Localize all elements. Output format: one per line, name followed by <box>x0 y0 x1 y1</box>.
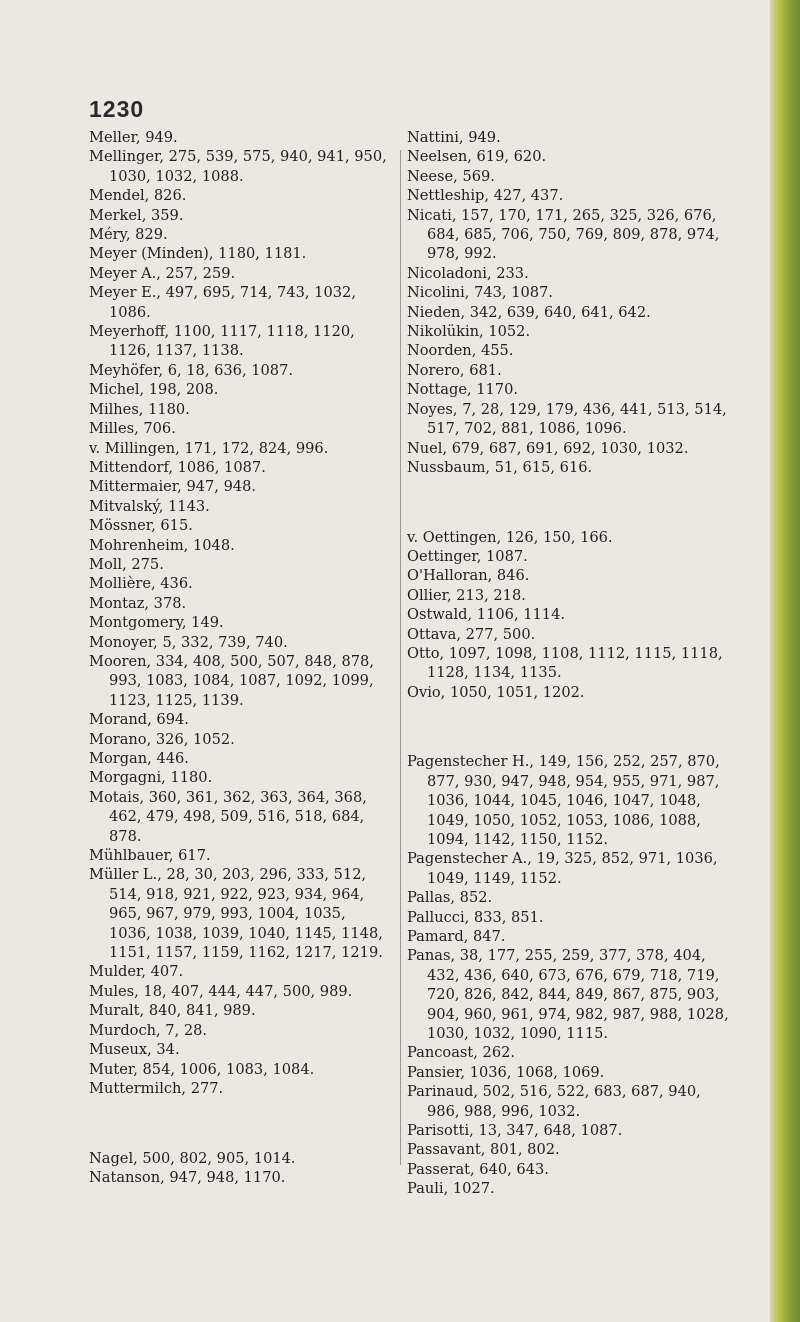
index-entry: Noyes, 7, 28, 129, 179, 436, 441, 513, 514, 517, 702, 881, 1086, 1096. <box>407 400 727 438</box>
page-number: 1230 <box>89 96 145 122</box>
index-entry: Mössner, 615. <box>89 517 193 535</box>
index-entry: Museux, 34. <box>89 1041 180 1059</box>
index-entry: Morand, 694. <box>89 711 189 729</box>
index-entry: v. Millingen, 171, 172, 824, 996. <box>89 439 329 457</box>
index-entry: Meller, 949. <box>89 129 178 146</box>
index-entry: Mulder, 407. <box>89 963 184 981</box>
index-entry: Noorden, 455. <box>407 342 514 360</box>
index-entry: Motais, 360, 361, 362, 363, 364, 368, 462, 479, 498, 509, 516, 518, 684, 878. <box>89 788 367 845</box>
index-entry: Nicoladoni, 233. <box>407 264 529 282</box>
index-entry: Morgagni, 1180. <box>89 769 213 787</box>
index-entry: Muttermilch, 277. <box>89 1079 224 1097</box>
index-entry: Nagel, 500, 802, 905, 1014. <box>89 1149 296 1167</box>
index-entry: Mühlbauer, 617. <box>89 847 211 865</box>
index-entry: Mooren, 334, 408, 500, 507, 848, 878, 993, 1083, 1084, 1087, 1092, 1099, 1123, 1125, 1139. <box>89 652 374 709</box>
index-entry: Nicati, 157, 170, 171, 265, 325, 326, 676, 684, 685, 706, 750, 769, 809, 878, 974, 978, 992. <box>407 206 720 263</box>
section-gap <box>89 1113 389 1134</box>
index-entry: Mules, 18, 407, 444, 447, 500, 989. <box>89 982 353 1000</box>
index-entry: v. Oettingen, 126, 150, 166. <box>407 528 613 546</box>
index-entry: Ottava, 277, 500. <box>407 625 536 643</box>
index-entry: Mollière, 436. <box>89 575 193 593</box>
index-entry: Mittermaier, 947, 948. <box>89 478 257 496</box>
index-entry: Meyer (Minden), 1180, 1181. <box>89 245 307 263</box>
index-entry: Monoyer, 5, 332, 739, 740. <box>89 633 288 651</box>
index-entry: Mittendorf, 1086, 1087. <box>89 458 266 476</box>
index-entry: Pallucci, 833, 851. <box>407 908 544 926</box>
index-entry: Pagenstecher H., 149, 156, 252, 257, 870, 877, 930, 947, 948, 954, 955, 971, 987, 1036, 1044, 1045, 1046, 1047, 1048, 1049, 1050, 1052, 1053, 1086, 1088, 1094, 1142, 1150, 1152. <box>407 753 720 848</box>
index-entry: Pamard, 847. <box>407 928 506 945</box>
index-entry: Passerat, 640, 643. <box>407 1160 549 1178</box>
index-entry: Milles, 706. <box>89 420 176 438</box>
index-entry: Méry, 829. <box>89 226 168 244</box>
index-entry: Muter, 854, 1006, 1083, 1084. <box>89 1060 315 1078</box>
index-entry: Panas, 38, 177, 255, 259, 377, 378, 404, 432, 436, 640, 673, 676, 679, 718, 719, 720, 826, 842, 844, 849, 867, 875, 903, 904, 960, 961, 974, 982, 987, 988, 1028, 1030, 1032, 1090, 1115. <box>407 947 729 1043</box>
index-entry: Meyer E., 497, 695, 714, 743, 1032, 1086. <box>89 284 356 321</box>
index-entry: Nettleship, 427, 437. <box>407 187 564 205</box>
index-entry: Mohrenheim, 1048. <box>89 536 235 554</box>
right-column <box>407 128 737 1199</box>
index-entry: Mitvalský, 1143. <box>89 497 210 515</box>
index-entry: Nottage, 1170. <box>407 381 519 399</box>
index-entry: Nikolükin, 1052. <box>407 323 531 341</box>
index-entry: Meyerhoff, 1100, 1117, 1118, 1120, 1126, 1137, 1138. <box>89 323 355 360</box>
index-entry: Ollier, 213, 218. <box>407 586 526 604</box>
index-entry: Natanson, 947, 948, 1170. <box>89 1168 286 1186</box>
index-entry: Pansier, 1036, 1068, 1069. <box>407 1063 605 1081</box>
index-entry: Murdoch, 7, 28. <box>89 1021 208 1039</box>
index-entry: Nattini, 949. <box>407 129 501 146</box>
index-entry: Nuel, 679, 687, 691, 692, 1030, 1032. <box>407 439 689 457</box>
index-entry: Meyhöfer, 6, 18, 636, 1087. <box>89 361 294 379</box>
section-gap <box>407 717 737 738</box>
index-entry: Pallas, 852. <box>407 889 493 907</box>
index-entry: Pagenstecher A., 19, 325, 852, 971, 1036, 1049, 1149, 1152. <box>407 850 718 887</box>
index-entry: Oettinger, 1087. <box>407 547 528 565</box>
index-entry: Neelsen, 619, 620. <box>407 148 547 166</box>
left-column <box>89 128 389 1187</box>
index-entry: Mellinger, 275, 539, 575, 940, 941, 950, 1030, 1032, 1088. <box>89 148 387 185</box>
index-entry: Müller L., 28, 30, 203, 296, 333, 512, 514, 918, 921, 922, 923, 934, 964, 965, 967, 979, 993, 1004, 1035, 1036, 1038, 1039, 1040, 1145, 1148, 1151, 1157, 1159, 1162, 1217, 1219. <box>89 866 383 962</box>
index-entry: Michel, 198, 208. <box>89 381 219 399</box>
index-entry: Ostwald, 1106, 1114. <box>407 606 565 624</box>
index-entry: Parinaud, 502, 516, 522, 683, 687, 940, 986, 988, 996, 1032. <box>407 1083 701 1120</box>
index-entry: Muralt, 840, 841, 989. <box>89 1002 256 1020</box>
index-entry: Mendel, 826. <box>89 187 187 205</box>
index-entry: Neese, 569. <box>407 167 495 185</box>
index-entry: Norero, 681. <box>407 361 502 379</box>
column-divider <box>400 150 401 1165</box>
index-entry: Passavant, 801, 802. <box>407 1141 560 1159</box>
index-entry: Nicolini, 743, 1087. <box>407 284 553 302</box>
index-entry: Meyer A., 257, 259. <box>89 264 236 282</box>
index-entry: O'Halloran, 846. <box>407 567 530 585</box>
index-entry: Montgomery, 149. <box>89 614 224 632</box>
index-entry: Pauli, 1027. <box>407 1180 495 1198</box>
index-entry: Parisotti, 13, 347, 648, 1087. <box>407 1122 623 1140</box>
index-entry: Moll, 275. <box>89 555 164 573</box>
index-entry: Nussbaum, 51, 615, 616. <box>407 458 593 476</box>
index-entry: Morgan, 446. <box>89 750 189 767</box>
index-entry: Ovio, 1050, 1051, 1202. <box>407 683 585 701</box>
index-entry: Pancoast, 262. <box>407 1044 516 1062</box>
index-entry: Merkel, 359. <box>89 206 184 224</box>
index-entry: Otto, 1097, 1098, 1108, 1112, 1115, 1118, 1128, 1134, 1135. <box>407 644 723 682</box>
page-edge <box>770 0 800 1322</box>
index-entry: Morano, 326, 1052. <box>89 730 235 748</box>
index-entry: Milhes, 1180. <box>89 400 190 418</box>
index-entry: Nieden, 342, 639, 640, 641, 642. <box>407 303 651 321</box>
index-entry: Montaz, 378. <box>89 594 187 612</box>
section-gap <box>407 492 737 513</box>
